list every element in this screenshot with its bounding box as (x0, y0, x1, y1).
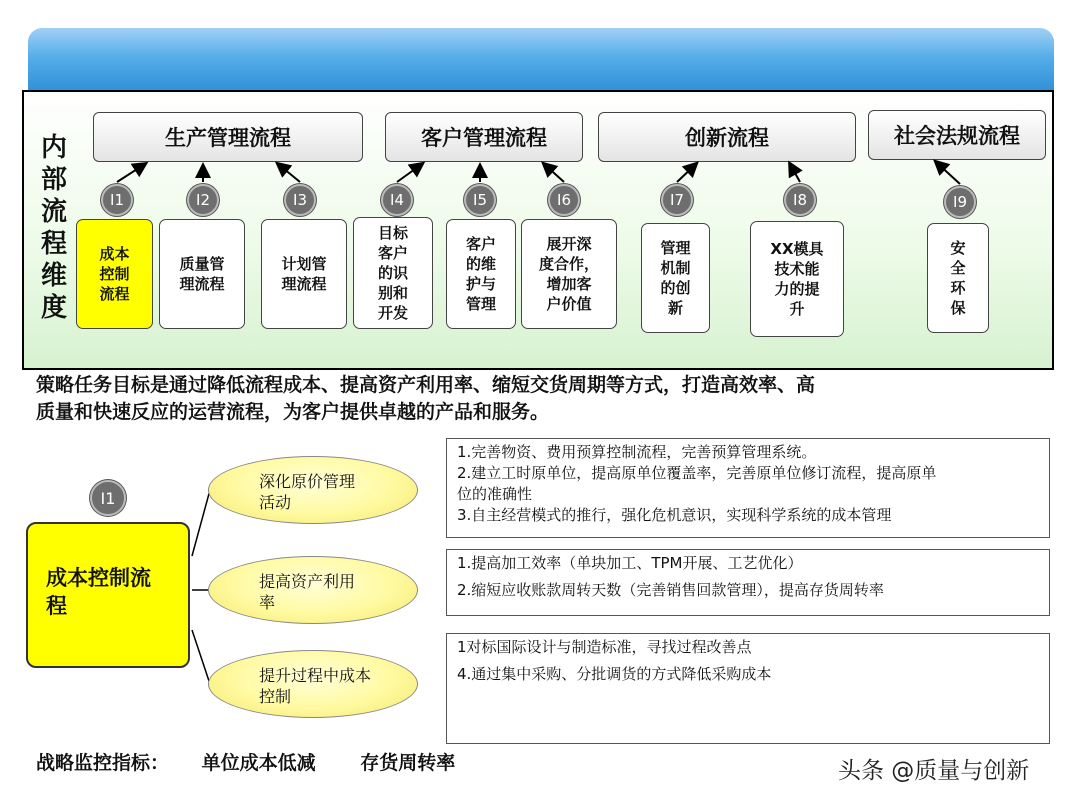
process-box-customer: 客户管理流程 (385, 112, 583, 162)
subprocess-customer-maintenance: 客户 的维 护与 管理 (446, 219, 516, 329)
subprocess-quality: 质量管 理流程 (159, 219, 245, 329)
code-badge: I3 (284, 184, 316, 216)
action-box: 1.完善物资、费用预算控制流程，完善预算管理系统。 2.建立工时原单位，提高原单位覆盖率，完善原单位修订流程，提高原单 位的准确性 3.自主经营模式的推行，强化危机意识，实现科学系统的成本管理 (446, 438, 1050, 538)
monitoring-kpis (36, 748, 455, 775)
initiative-ellipse: 深化原价管理 活动 (208, 456, 418, 524)
subprocess-safety-environment: 安 全 环 保 (927, 223, 989, 333)
focus-process-box: 成本控制流 程 (26, 522, 190, 668)
action-box: 1.提高加工效率（单块加工、TPM开展、工艺优化） 2.缩短应收账款周转天数（完善销售回款管理），提高存货周转率 (446, 549, 1050, 616)
code-badge: I2 (187, 184, 219, 216)
subprocess-target-customer: 目标 客户 的识 别和 开发 (353, 217, 433, 329)
code-badge: I8 (784, 184, 816, 216)
kpi-label: 战略监控指标： (36, 752, 170, 774)
code-badge: I5 (464, 184, 496, 216)
strategy-goal-text: 策略任务目标是通过降低流程成本、提高资产利用率、缩短交货周期等方式，打造高效率、高 质量和快速反应的运营流程，为客户提供卓越的产品和服务。 (36, 374, 816, 423)
code-badge: I6 (548, 184, 580, 216)
subprocess-cost-control: 成本 控制 流程 (76, 219, 153, 329)
side-label: 内 部 流 程 维 度 (40, 133, 67, 323)
kpi-unit-cost: 单位成本低减 (201, 752, 316, 774)
subprocess-deep-cooperation: 展开深 度合作， 增加客 户价值 (521, 219, 617, 329)
initiative-ellipse: 提升过程中成本 控制 (208, 650, 418, 718)
action-box: 1对标国际设计与制造标准，寻找过程改善点 4.通过集中采购、分批调货的方式降低采购成本 (446, 633, 1050, 744)
code-badge: I7 (661, 184, 693, 216)
subprocess-planning: 计划管 理流程 (261, 219, 347, 329)
kpi-inventory-turnover: 存货周转率 (360, 752, 456, 774)
subprocess-mold-technology: XX模具 技术能 力的提 升 (750, 221, 844, 337)
process-box-production: 生产管理流程 (93, 112, 363, 162)
process-box-regulation: 社会法规流程 (868, 110, 1046, 160)
subprocess-mechanism-innovation: 管理 机制 的创 新 (641, 223, 710, 333)
focus-code-badge: I1 (90, 480, 126, 516)
code-badge: I4 (381, 184, 413, 216)
initiative-ellipse: 提高资产利用 率 (208, 556, 418, 624)
code-badge: I1 (101, 184, 133, 216)
watermark: 头条 @质量与创新 (838, 758, 1030, 784)
process-box-innovation: 创新流程 (598, 112, 856, 162)
code-badge: I9 (944, 186, 976, 218)
